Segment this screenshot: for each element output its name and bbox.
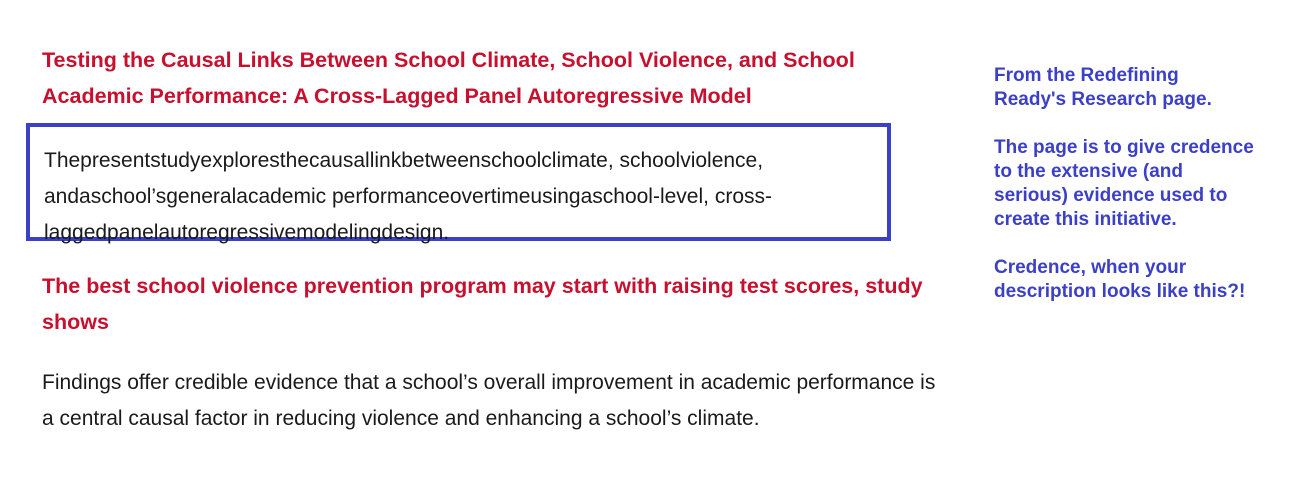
article-summary: Findings offer credible evidence that a school’s overall improvement in academic performance is a central causal factor in reducing violence and enhancing a school’s climate. — [42, 371, 936, 430]
article-title-link[interactable]: The best school violence prevention program may start with raising test scores, study shows — [42, 274, 923, 334]
excerpt-line: andaschool’sgeneralacademic performanceovertimeusingaschool-level, cross- — [44, 185, 772, 208]
annotation-paragraph: The page is to give credence to the extensive (and serious) evidence used to create this initiative. — [994, 137, 1254, 230]
annotation-paragraph: Credence, when your description looks like this?! — [994, 257, 1246, 302]
excerpt-line: Thepresentstudyexploresthecausallinkbetweenschoolclimate, schoolviolence, — [44, 149, 764, 172]
highlight-box-excerpt — [26, 123, 891, 244]
article-list — [42, 42, 977, 114]
article-title-link[interactable]: Testing the Causal Links Between School Climate, School Violence, and School Academic Performance: A Cross-Lagged Panel Autoregressive Model — [42, 48, 855, 108]
annotation-note — [994, 64, 1254, 328]
excerpt-line: laggedpanelautoregressivemodelingdesign. — [44, 221, 450, 244]
annotation-paragraph: From the Redefining Ready's Research page. — [994, 65, 1212, 110]
